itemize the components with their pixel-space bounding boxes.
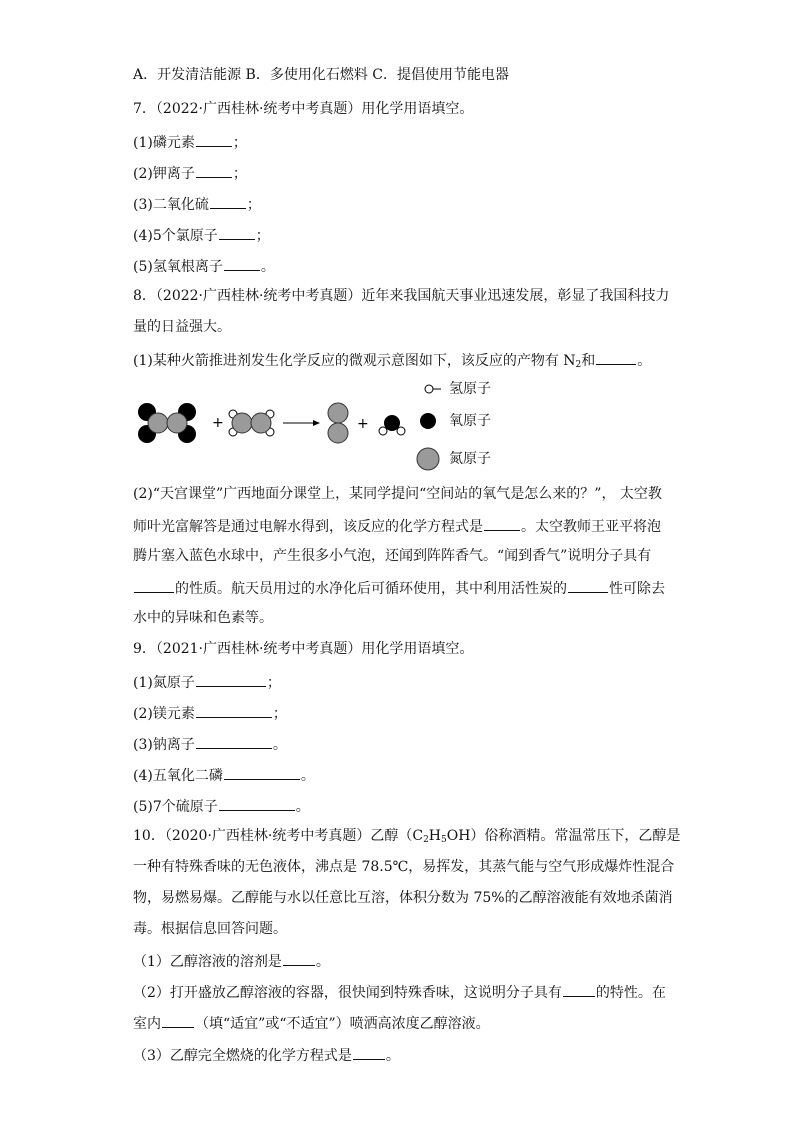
q9-item-5: (5)7个硫原子 。 [133, 796, 310, 816]
q10-sub3: （3）乙醇完全燃烧的化学方程式是 。 [133, 1045, 400, 1065]
q7-item-4: (4)5个氯原子 ； [133, 225, 270, 245]
q10-stem-line2: 一种有特殊香味的无色液体，沸点是 78.5℃，易挥发，其蒸气能与空气形成爆炸性混合 [133, 859, 675, 875]
q10-stem-line4: 毒。根据信息回答问题。 [133, 921, 287, 937]
plus-sign: + [357, 416, 369, 432]
q9-item-4: (4)五氧化二磷 。 [133, 765, 315, 785]
legend-oxygen-icon [420, 413, 436, 429]
legend-nitrogen-icon [417, 448, 439, 470]
q9-item-1: (1)氮原子 ； [133, 672, 281, 692]
q7-stem: 7．（2022·广西桂林·统考中考真题）用化学用语填空。 [133, 101, 474, 117]
q7-item-1: (1)磷元素 ； [133, 132, 247, 152]
legend-hydrogen-label: 氢原子 [449, 381, 491, 397]
answer-blank[interactable] [196, 734, 272, 749]
q8-stem-line1: 8．（2022·广西桂林·统考中考真题）近年来我国航天事业迅速发展，彰显了我国科技力 [133, 288, 670, 304]
q7-item-3: (3)二氧化硫 ； [133, 194, 261, 214]
q8-part1: (1)某种火箭推进剂发生化学反应的微观示意图如下，该反应的产物有 $N_2$和 。 [133, 350, 651, 370]
h2o-molecule-icon [379, 415, 405, 435]
answer-blank[interactable] [162, 1013, 194, 1028]
q9-stem: 9．（2021·广西桂林·统考中考真题）用化学用语填空。 [133, 641, 474, 657]
q10-sub1: （1）乙醇溶液的溶剂是 。 [133, 951, 330, 971]
plus-sign: + [212, 415, 224, 431]
answer-blank[interactable] [196, 703, 272, 718]
answer-blank[interactable] [196, 672, 266, 687]
q7-item-5: (5)氢氧根离子 。 [133, 256, 275, 276]
q8-stem-line2: 量的日益强大。 [133, 319, 231, 335]
q8-part2-line2: 师叶光富解答是通过电解水得到，该反应的化学方程式是 。太空教师王亚平将泡 [133, 516, 661, 536]
answer-blank[interactable] [563, 982, 595, 997]
legend-oxygen-label: 氧原子 [449, 413, 491, 429]
q10-sub2-cont: 室内 （填“适宜”或“不适宜”）喷洒高浓度乙醇溶液。 [133, 1013, 490, 1033]
answer-blank[interactable] [484, 516, 520, 531]
legend-nitrogen-label: 氮原子 [449, 451, 491, 467]
n2o4-molecule-icon [138, 403, 196, 443]
answer-blank[interactable] [568, 578, 608, 593]
q8-part2-line5: 水中的异味和色素等。 [133, 610, 273, 626]
answer-blank[interactable] [219, 796, 295, 811]
n2-molecule-icon [328, 403, 348, 443]
answer-blank[interactable] [134, 578, 174, 593]
answer-blank[interactable] [283, 951, 315, 966]
q9-item-2: (2)镁元素 ； [133, 703, 287, 723]
q10-sub2: （2）打开盛放乙醇溶液的容器，很快闻到特殊香味，这说明分子具有 的特性。在 [133, 982, 666, 1002]
q8-part2-line4: 的性质。航天员用过的水净化后可循环使用，其中利用活性炭的 性可除去 [133, 578, 665, 598]
q7-item-2: (2)钾离子 ； [133, 163, 247, 183]
answer-blank[interactable] [224, 765, 300, 780]
n2h4-molecule-icon [229, 410, 274, 436]
q9-item-3: (3)钠离子 。 [133, 734, 287, 754]
answer-blank[interactable] [353, 1045, 385, 1060]
reaction-arrow-icon [283, 420, 320, 426]
legend-hydrogen-icon [425, 385, 441, 393]
q8-part2-line3: 腾片塞入蓝色水球中，产生很多小气泡，还闻到阵阵香气。“闻到香气”说明分子具有 [133, 548, 652, 564]
q6-options: A．开发清洁能源 B．多使用化石燃料 C．提倡使用节能电器 [133, 67, 510, 83]
q10-stem-line1: 10．（2020·广西桂林·统考中考真题）乙醇$(C_2H_5OH)$俗称酒精。常温常压下，乙醇是 [133, 828, 681, 845]
q8-part2-line1: (2)“天宫课堂”广西地面分课堂上，某同学提问“空间站的氧气是怎么来的？”， 太空教 [133, 486, 662, 502]
q10-stem-line3: 物，易燃易爆。乙醇能与水以任意比互溶，体积分数为 75%的乙醇溶液能有效地杀菌消 [133, 890, 673, 906]
